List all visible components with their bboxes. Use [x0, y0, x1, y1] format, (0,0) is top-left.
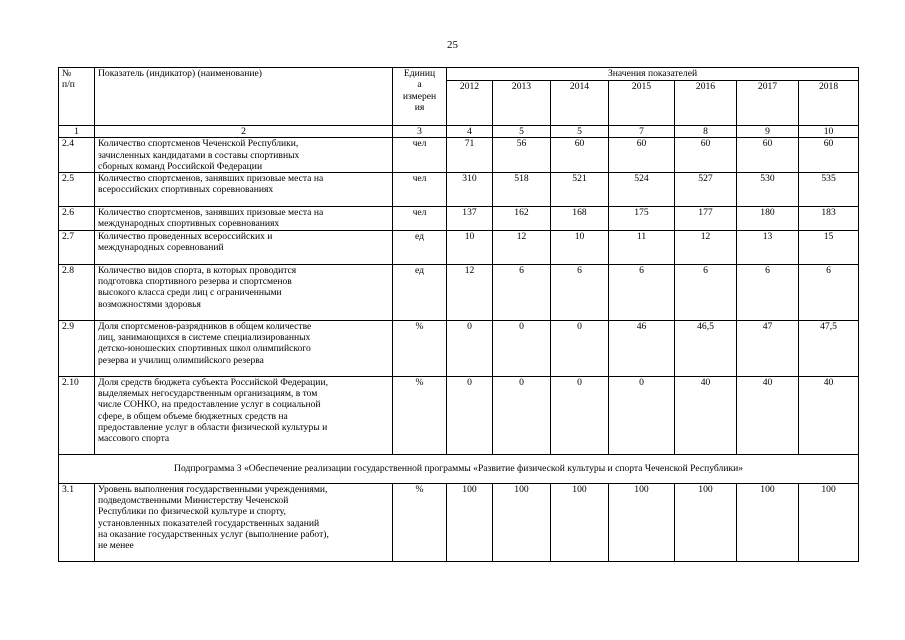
indicator-value: 100 — [737, 483, 799, 561]
table-row — [59, 230, 859, 264]
header-values: Значения показателей — [447, 68, 859, 81]
indicator-name: Уровень выполнения государственными учреждениями, подведомственными Министерству Чеченской Республики по физической культуре и спорту, установленных показателей государственных заданий на оказание государственных услуг (выполнение работ), не менее — [95, 483, 393, 561]
table-row — [59, 320, 859, 376]
row-number: 3.1 — [59, 483, 95, 561]
row-number: 2.9 — [59, 320, 95, 376]
column-number: 9 — [737, 126, 799, 138]
column-number: 3 — [393, 126, 447, 138]
indicator-value: 12 — [675, 230, 737, 264]
indicator-value: 46 — [609, 320, 675, 376]
indicator-name: Количество спортсменов, занявших призовые места на международных спортивных соревнованиях — [95, 207, 393, 231]
header-unit: Единиц а измерен ия — [393, 68, 447, 126]
indicator-value: 0 — [447, 376, 493, 454]
indicator-value: 46,5 — [675, 320, 737, 376]
indicator-value: 11 — [609, 230, 675, 264]
row-number: 2.6 — [59, 207, 95, 231]
indicator-value: 100 — [675, 483, 737, 561]
indicator-value: 12 — [493, 230, 551, 264]
indicator-name: Количество проведенных всероссийских и международных соревнований — [95, 230, 393, 264]
indicator-value: 6 — [675, 264, 737, 320]
indicator-unit: % — [393, 376, 447, 454]
indicator-name: Количество спортсменов Чеченской Республики, зачисленных кандидатами в составы спортивных сборных команд Российской Федерации — [95, 138, 393, 173]
subprogram-section-row — [59, 454, 859, 483]
indicator-value: 162 — [493, 207, 551, 231]
indicator-value: 177 — [675, 207, 737, 231]
indicator-value: 47,5 — [799, 320, 859, 376]
indicators-table — [58, 67, 859, 562]
header-year: 2017 — [737, 81, 799, 126]
column-number: 5 — [551, 126, 609, 138]
indicator-value: 47 — [737, 320, 799, 376]
column-number: 7 — [609, 126, 675, 138]
indicator-value: 183 — [799, 207, 859, 231]
indicator-value: 0 — [551, 320, 609, 376]
indicator-value: 518 — [493, 173, 551, 207]
indicator-value: 60 — [675, 138, 737, 173]
column-number: 4 — [447, 126, 493, 138]
indicator-value: 0 — [551, 376, 609, 454]
indicator-name: Количество спортсменов, занявших призовые места на всероссийских спортивных соревнованиях — [95, 173, 393, 207]
indicator-unit: чел — [393, 138, 447, 173]
indicator-value: 40 — [799, 376, 859, 454]
indicator-name: Доля средств бюджета субъекта Российской Федерации, выделяемых негосударственным организациям, в том числе СОНКО, на предоставление услуг в социальной сфере, в общем объеме бюджетных средств на предоставление услуг в области физической культуры и массового спорта — [95, 376, 393, 454]
indicator-value: 12 — [447, 264, 493, 320]
table-header-row — [59, 68, 859, 81]
indicator-value: 56 — [493, 138, 551, 173]
indicator-value: 40 — [737, 376, 799, 454]
indicator-value: 6 — [551, 264, 609, 320]
indicator-value: 40 — [675, 376, 737, 454]
column-numbering-row — [59, 126, 859, 138]
row-number: 2.10 — [59, 376, 95, 454]
indicator-value: 60 — [799, 138, 859, 173]
indicator-value: 6 — [493, 264, 551, 320]
indicator-unit: % — [393, 483, 447, 561]
indicator-unit: чел — [393, 207, 447, 231]
column-number: 1 — [59, 126, 95, 138]
indicator-unit: % — [393, 320, 447, 376]
table-row — [59, 376, 859, 454]
indicator-value: 310 — [447, 173, 493, 207]
indicator-value: 13 — [737, 230, 799, 264]
subprogram-title: Подпрограмма 3 «Обеспечение реализации государственной программы «Развитие физической культуры и спорта Чеченской Республики» — [59, 454, 859, 483]
indicator-value: 0 — [493, 320, 551, 376]
indicator-value: 6 — [737, 264, 799, 320]
column-number: 10 — [799, 126, 859, 138]
indicator-value: 527 — [675, 173, 737, 207]
header-year: 2012 — [447, 81, 493, 126]
header-year: 2013 — [493, 81, 551, 126]
indicator-unit: ед — [393, 264, 447, 320]
table-row — [59, 173, 859, 207]
indicator-value: 535 — [799, 173, 859, 207]
indicator-value: 6 — [799, 264, 859, 320]
indicator-value: 0 — [493, 376, 551, 454]
page-number: 25 — [447, 39, 458, 51]
column-number: 5 — [493, 126, 551, 138]
indicator-value: 60 — [609, 138, 675, 173]
indicator-value: 137 — [447, 207, 493, 231]
indicator-value: 0 — [447, 320, 493, 376]
indicator-value: 60 — [737, 138, 799, 173]
indicator-unit: чел — [393, 173, 447, 207]
indicator-unit: ед — [393, 230, 447, 264]
indicator-value: 100 — [493, 483, 551, 561]
row-number: 2.7 — [59, 230, 95, 264]
indicator-name: Доля спортсменов-разрядников в общем количестве лиц, занимающихся в системе специализированных детско-юношеских спортивных школ олимпийского резерва и училищ олимпийского резерва — [95, 320, 393, 376]
indicator-value: 60 — [551, 138, 609, 173]
header-year: 2018 — [799, 81, 859, 126]
table-row — [59, 138, 859, 173]
header-year: 2015 — [609, 81, 675, 126]
indicator-value: 10 — [551, 230, 609, 264]
header-year: 2014 — [551, 81, 609, 126]
indicator-value: 175 — [609, 207, 675, 231]
column-number: 2 — [95, 126, 393, 138]
header-year: 2016 — [675, 81, 737, 126]
table-row — [59, 264, 859, 320]
indicator-value: 530 — [737, 173, 799, 207]
indicator-value: 100 — [447, 483, 493, 561]
table-body — [59, 138, 859, 561]
row-number: 2.4 — [59, 138, 95, 173]
indicator-value: 100 — [609, 483, 675, 561]
indicator-value: 100 — [551, 483, 609, 561]
header-number: № п/п — [59, 68, 95, 126]
indicator-value: 71 — [447, 138, 493, 173]
row-number: 2.5 — [59, 173, 95, 207]
table-row — [59, 207, 859, 231]
indicator-value: 15 — [799, 230, 859, 264]
indicator-value: 100 — [799, 483, 859, 561]
indicator-value: 521 — [551, 173, 609, 207]
indicator-name: Количество видов спорта, в которых проводится подготовка спортивного резерва и спортсменов высокого класса среди лиц с ограниченными возможностями здоровья — [95, 264, 393, 320]
row-number: 2.8 — [59, 264, 95, 320]
column-number: 8 — [675, 126, 737, 138]
indicator-value: 6 — [609, 264, 675, 320]
indicator-value: 10 — [447, 230, 493, 264]
table-row — [59, 483, 859, 561]
indicator-value: 168 — [551, 207, 609, 231]
indicator-value: 180 — [737, 207, 799, 231]
indicator-value: 0 — [609, 376, 675, 454]
indicator-value: 524 — [609, 173, 675, 207]
header-indicator-name: Показатель (индикатор) (наименование) — [95, 68, 393, 126]
